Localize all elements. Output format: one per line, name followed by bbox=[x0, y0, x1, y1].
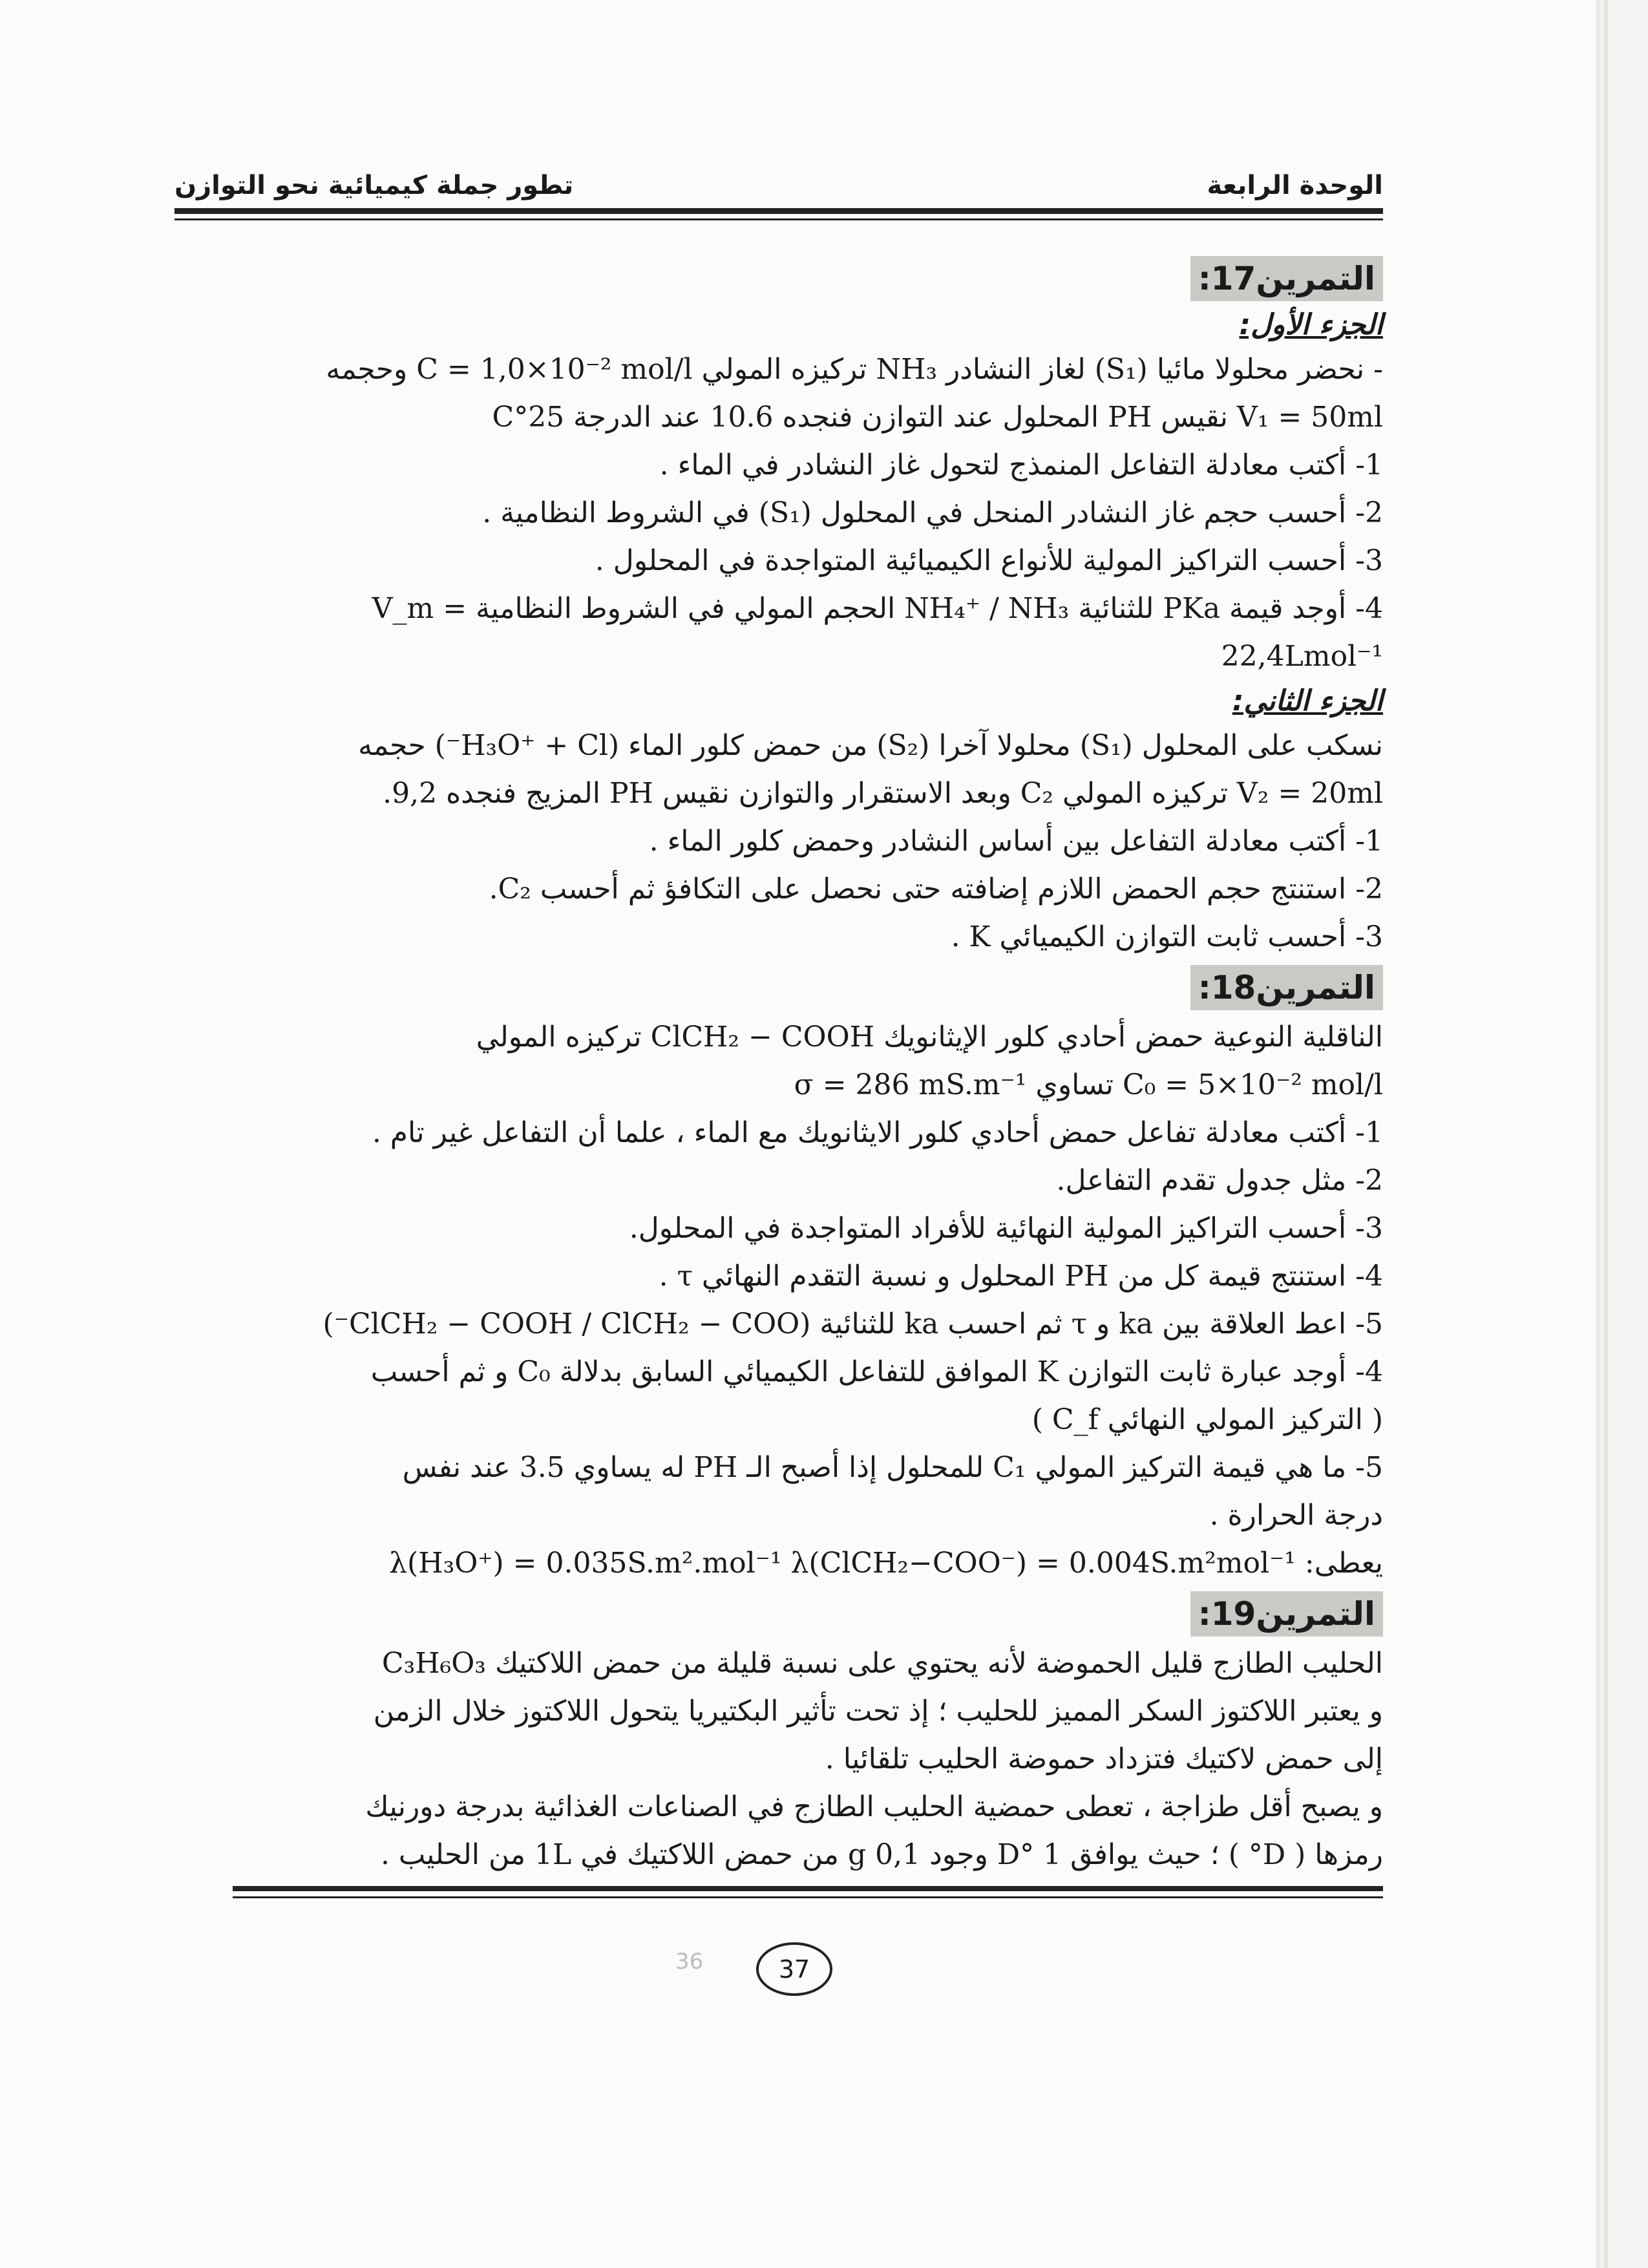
ex17-part2-line: 2- استنتج حجم الحمض اللازم إضافته حتى نحصل على التكافؤ ثم أحسب C₂. bbox=[489, 873, 1383, 906]
part1-title: الجزء الأول: bbox=[1239, 308, 1383, 341]
ex18-line: 1- أكتب معادلة تفاعل حمض أحادي كلور الايثانويك مع الماء ، علما أن التفاعل غير تام . bbox=[372, 1116, 1383, 1149]
ex18-line: 5- ما هي قيمة التركيز المولي C₁ للمحلول إذا أصبح الـ PH له يساوي 3.5 عند نفس bbox=[402, 1451, 1383, 1484]
ex18-line: 2- مثل جدول تقدم التفاعل. bbox=[1056, 1164, 1383, 1197]
topic-label: تطور جملة كيميائية نحو التوازن bbox=[174, 171, 574, 200]
ex17-part2-line: 1- أكتب معادلة التفاعل بين أساس النشادر وحمض كلور الماء . bbox=[649, 825, 1383, 858]
ex17-part2-line: نسكب على المحلول (S₁) محلولا آخرا (S₂) من حمض كلور الماء (H₃O⁺ + Cl⁻) حجمه bbox=[358, 729, 1383, 762]
ex18-line: يعطى: λ(H₃O⁺) = 0.035S.m².mol⁻¹ λ(ClCH₂−COO⁻) = 0.004S.m²mol⁻¹ bbox=[389, 1547, 1383, 1580]
ex18-line: ( التركيز المولي النهائي C_f ) bbox=[1031, 1403, 1383, 1436]
ex18-line: درجة الحرارة . bbox=[1209, 1499, 1383, 1532]
ex17-part2-line: V₂ = 20ml تركيزه المولي C₂ وبعد الاستقرار والتوازن نقيس PH المزيج فنجده 9,2. bbox=[383, 777, 1383, 810]
exercise-19-title: التمرين19: bbox=[1190, 1591, 1383, 1637]
ex17-part1-line: 1- أكتب معادلة التفاعل المنمذج لتحول غاز النشادر في الماء . bbox=[659, 449, 1383, 482]
header-rule-thick bbox=[174, 208, 1383, 214]
exercise-19 bbox=[259, 1591, 1383, 1879]
exercises-content bbox=[259, 252, 1383, 1879]
header-rule-thin bbox=[174, 218, 1383, 220]
page-header bbox=[174, 162, 1383, 200]
ex17-part2-line: 3- أحسب ثابت التوازن الكيميائي K . bbox=[951, 920, 1383, 953]
ex17-part1-line: 4- أوجد قيمة PKa للثنائية NH₄⁺ / NH₃ الحجم المولي في الشروط النظامية V_m = 22,4Lmol⁻¹ bbox=[372, 592, 1383, 673]
ex19-line: و يصبح أقل طزاجة ، تعطى حمضية الحليب الطازج في الصناعات الغذائية بدرجة دورنيك bbox=[365, 1790, 1383, 1823]
ex17-part1-line: 3- أحسب التراكيز المولية للأنواع الكيميائية المتواجدة في المحلول . bbox=[595, 544, 1383, 577]
ex17-part1-line: V₁ = 50ml نقيس PH المحلول عند التوازن فنجده 10.6 عند الدرجة 25°C bbox=[492, 401, 1383, 434]
exercise-18-title: التمرين18: bbox=[1190, 965, 1383, 1010]
ex18-line: 4- استنتج قيمة كل من PH المحلول و نسبة التقدم النهائي τ . bbox=[659, 1260, 1383, 1293]
ex18-line: 4- أوجد عبارة ثابت التوازن K الموافق للتفاعل الكيميائي السابق بدلالة C₀ و ثم أحسب bbox=[370, 1355, 1383, 1388]
ex18-line: 5- اعط العلاقة بين ka و τ ثم احسب ka للثنائية (ClCH₂ − COOH / ClCH₂ − COO⁻) bbox=[322, 1308, 1383, 1341]
exercise-18 bbox=[259, 965, 1383, 1587]
part2-title: الجزء الثاني: bbox=[1232, 684, 1383, 717]
ex18-line: الناقلية النوعية حمض أحادي كلور الإيثانويك ClCH₂ − COOH تركيزه المولي bbox=[476, 1021, 1383, 1054]
ex17-part1-line: - نحضر محلولا مائيا (S₁) لغاز النشادر NH₃ تركيزه المولي C = 1,0×10⁻² mol/l وحجمه bbox=[326, 353, 1383, 386]
exercise-17 bbox=[259, 256, 1383, 961]
ex19-line: إلى حمض لاكتيك فتزداد حموضة الحليب تلقائيا . bbox=[825, 1743, 1383, 1775]
ghost-page-number: 36 bbox=[675, 1949, 704, 1975]
exercise-17-title: التمرين17: bbox=[1190, 256, 1383, 301]
footer-rule-thin bbox=[233, 1896, 1383, 1898]
page-number-text: 37 bbox=[778, 1955, 810, 1984]
page-number bbox=[756, 1942, 832, 1996]
ex19-line: و يعتبر اللاكتوز السكر المميز للحليب ؛ إذ تحت تأثير البكتيريا يتحول اللاكتوز خلال الزمن bbox=[373, 1695, 1383, 1728]
unit-label: الوحدة الرابعة bbox=[1207, 171, 1383, 200]
ex17-part1-line: 2- أحسب حجم غاز النشادر المنحل في المحلول (S₁) في الشروط النظامية . bbox=[482, 496, 1383, 529]
ex19-line: الحليب الطازج قليل الحموضة لأنه يحتوي على نسبة قليلة من حمض اللاكتيك C₃H₆O₃ bbox=[381, 1647, 1383, 1680]
ex19-line: رمزها ( D° ) ؛ حيث يوافق 1 °D وجود 0,1 g من حمض اللاكتيك في 1L من الحليب . bbox=[380, 1838, 1383, 1871]
footer-rule-thick bbox=[233, 1886, 1383, 1891]
ex18-line: C₀ = 5×10⁻² mol/l تساوي σ = 286 mS.m⁻¹ bbox=[794, 1068, 1383, 1101]
ex18-line: 3- أحسب التراكيز المولية النهائية للأفراد المتواجدة في المحلول. bbox=[629, 1212, 1383, 1245]
